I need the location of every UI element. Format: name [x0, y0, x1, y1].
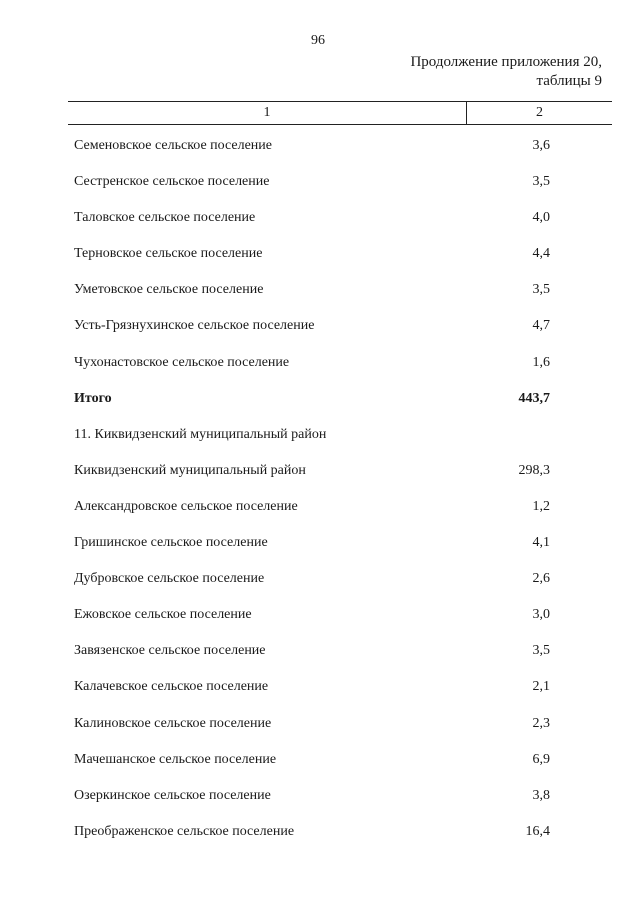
row-value: 3,5: [532, 174, 550, 190]
row-name: Озеркинское сельское поселение: [74, 787, 271, 803]
row-name: Чухонастовское сельское поселение: [74, 354, 290, 370]
table-row: [0, 603, 640, 639]
table-row: [0, 748, 640, 784]
table-row: [0, 134, 640, 170]
total-row: [0, 387, 640, 423]
row-value: 4,7: [532, 318, 550, 334]
row-name: Таловское сельское поселение: [74, 210, 256, 226]
row-name: Терновское сельское поселение: [74, 246, 263, 262]
table-row: [0, 495, 640, 531]
section-heading-row: [0, 423, 640, 459]
table-row: [0, 170, 640, 206]
table-row: [0, 639, 640, 675]
row-value: 4,0: [532, 210, 550, 226]
row-value: 4,1: [532, 535, 550, 551]
row-name: Ежовское сельское поселение: [74, 607, 252, 623]
table-body: [0, 134, 640, 856]
row-name: Мачешанское сельское поселение: [74, 751, 277, 767]
table-row: [0, 784, 640, 820]
row-value: 3,5: [532, 282, 550, 298]
table-row: [0, 242, 640, 278]
table-row: [0, 712, 640, 748]
table-row: [0, 314, 640, 350]
table-row: [0, 459, 640, 495]
table-header: [68, 101, 612, 125]
row-value: 16,4: [525, 823, 550, 839]
row-name: Калачевское сельское поселение: [74, 679, 269, 695]
row-value: 2,6: [532, 571, 550, 587]
row-name: Усть-Грязнухинское сельское поселение: [74, 318, 315, 334]
row-value: 6,9: [532, 751, 550, 767]
section-heading: 11. Киквидзенский муниципальный район: [74, 426, 327, 442]
total-label: Итого: [74, 390, 112, 406]
row-value: 1,2: [532, 498, 550, 514]
table-row: [0, 278, 640, 314]
row-name: Дубровское сельское поселение: [74, 571, 265, 587]
row-value: 4,4: [532, 246, 550, 262]
row-value: 3,0: [532, 607, 550, 623]
row-value: 2,1: [532, 679, 550, 695]
row-name: Гришинское сельское поселение: [74, 535, 268, 551]
row-name: Завязенское сельское поселение: [74, 643, 266, 659]
continuation-note: [410, 53, 602, 91]
table-row: [0, 531, 640, 567]
row-value: 3,8: [532, 787, 550, 803]
table-row: [0, 351, 640, 387]
row-name: Сестренское сельское поселение: [74, 174, 270, 190]
table-row: [0, 675, 640, 711]
continuation-line-2: таблицы 9: [536, 73, 602, 89]
row-name: Александровское сельское поселение: [74, 498, 298, 514]
table-header-col-2: 2: [536, 105, 543, 120]
table-row: [0, 820, 640, 856]
row-value: 298,3: [518, 462, 550, 478]
table-row: [0, 567, 640, 603]
row-name: Киквидзенский муниципальный район: [74, 462, 306, 478]
page-number: 96: [311, 33, 325, 48]
row-name: Уметовское сельское поселение: [74, 282, 264, 298]
row-value: 2,3: [532, 715, 550, 731]
continuation-line-1: Продолжение приложения 20,: [410, 54, 602, 70]
row-name: Семеновское сельское поселение: [74, 138, 273, 153]
total-value: 443,7: [518, 390, 550, 406]
row-name: Преображенское сельское поселение: [74, 823, 295, 839]
row-value: 3,6: [532, 138, 550, 153]
row-value: 1,6: [532, 354, 550, 370]
row-name: Калиновское сельское поселение: [74, 715, 272, 731]
table-row: [0, 206, 640, 242]
row-value: 3,5: [532, 643, 550, 659]
table-header-col-1: 1: [68, 102, 467, 124]
